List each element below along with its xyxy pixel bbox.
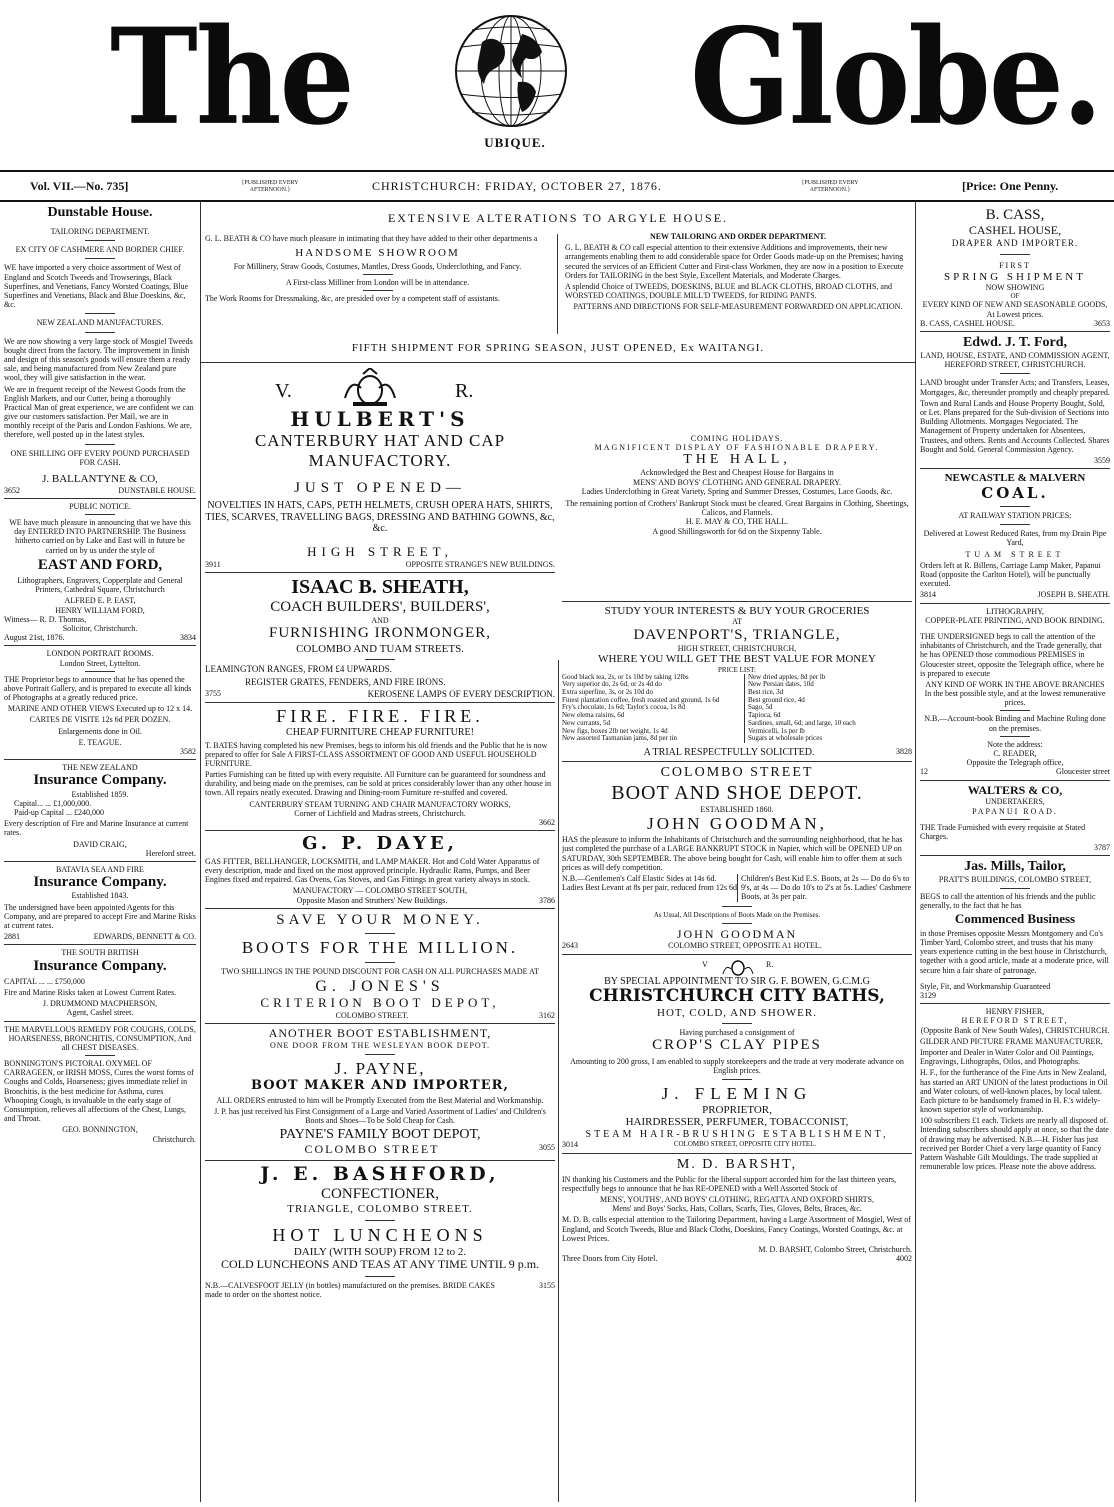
baths-appointment: BY SPECIAL APPOINTMENT TO SIR G. F. BOWEN, G.C.M.G <box>604 975 870 987</box>
south-british-agent: Agent, Cashel street. <box>66 1008 134 1018</box>
fleming-steam: STEAM HAIR-BRUSHING ESTABLISHMENT, <box>585 1128 889 1140</box>
litho-title: LITHOGRAPHY, <box>986 606 1044 616</box>
cass-spring: SPRING SHIPMENT <box>944 270 1086 283</box>
sheath-ranges: LEAMINGTON RANGES, FROM £4 UPWARDS. <box>205 664 392 675</box>
masthead <box>0 0 1114 172</box>
goodman-usual: As Usual, All Descriptions of Boots Made on the Premises. <box>653 910 821 919</box>
fire-subtitle: CHEAP FURNITURE CHEAP FURNITURE! <box>286 727 474 739</box>
baths-amount: Amounting to 200 gross, I am enabled to supply storekeepers and the trade at very moderate advance on English prices. <box>570 1056 904 1075</box>
price-item: New assorted Tasmanian jams, 8d per tin <box>562 734 678 743</box>
price-item: New elema raisins, 6d <box>562 711 625 720</box>
remedy-signature: GEO. BONNINGTON, <box>62 1125 138 1135</box>
ad-number: 3911 <box>205 559 221 569</box>
ad-number: 3828 <box>895 746 912 756</box>
dunstable-title: Dunstable House. <box>47 205 153 220</box>
cass-house: CASHEL HOUSE, <box>968 223 1062 238</box>
davenport-price-list: PRICE LIST: <box>718 665 756 674</box>
goodman-signature: JOHN GOODMAN <box>676 926 798 941</box>
dunstable-dept: TAILORING DEPARTMENT. <box>50 227 150 237</box>
davenport-where: WHERE YOU WILL GET THE BEST VALUE FOR MONEY <box>598 653 876 666</box>
barsht-name: M. D. BARSHT, <box>676 1156 798 1172</box>
coal-heading: COAL. <box>981 483 1049 502</box>
payne-received: J. P. has just received his First Consignment of a Large and Varied Assortment of Ladies' and Children's Boots and Shoes—To be Sold Cheap for Cash. <box>214 1106 546 1126</box>
ford-body-2: Town and Rural Lands and House Property Bought, Sold, or Let. Plans prepared for the Sub-division of Sections into Building Allotments. Mortgages Negociated. The Management of Property undertaken for Absentees, Trustees, and others. Rents and Accounts Collected. Shares Bought and Sold. General Commission Agency. <box>920 398 1110 454</box>
bashford-cold: COLD LUNCHEONS AND TEAS AT ANY TIME UNTIL 9 p.m. <box>220 1257 540 1272</box>
argyle-patterns: PATTERNS AND DIRECTIONS FOR SELF-MEASUREMENT FORWARDED ON APPLICATION. <box>573 302 903 312</box>
nz-insurance-address: Hereford street. <box>145 848 196 858</box>
hall-line-2: MAGNIFICENT DISPLAY OF FASHIONABLE DRAPERY. <box>594 443 880 453</box>
litho-any: ANY KIND OF WORK IN THE ABOVE BRANCHES <box>925 679 1105 689</box>
price-item: Sardines, small, 6d; and large, 10 each <box>748 718 856 727</box>
ad-number: 3582 <box>180 747 196 757</box>
price-item: New currants, 5d <box>562 718 611 727</box>
baths-name: CHRISTCHURCH CITY BATHS, <box>589 986 885 1007</box>
davenport-trial: A TRIAL RESPECTFULLY SOLICITED. <box>643 746 815 758</box>
ad-number: 3653 <box>1094 318 1110 328</box>
published-right: {PUBLISHED EVERY AFTERNOON.} <box>801 180 859 193</box>
litho-body: THE UNDERSIGNED begs to call the attention of the inhabitants of Christchurch, and the Trade generally, that he has OPENED those commodious PREMISES in Gloucester street, opposite the Telegraph office, where he is prepared to execute <box>920 631 1105 678</box>
argyle-showroom: HANDSOME SHOWROOM <box>295 247 460 260</box>
ad-number: 3129 <box>920 991 936 1001</box>
column-1 <box>4 205 196 1503</box>
jones-save: SAVE YOUR MONEY. <box>276 911 484 928</box>
ad-number: 3559 <box>1094 455 1110 465</box>
jones-discount: TWO SHILLINGS IN THE POUND DISCOUNT FOR CASH ON ALL PURCHASES MADE AT <box>221 966 539 976</box>
south-british-signature: J. DRUMMOND MACPHERSON, <box>42 999 158 1009</box>
bashford-nb: N.B.—CALVESFOOT JELLY (in bottles) manufactured on the premises. BRIDE CAKES made to order on the shortest notice. <box>205 1281 495 1300</box>
coal-signature: JOSEPH B. SHEATH. <box>1037 590 1110 600</box>
portrait-enlargements: Enlargements done in Oil. <box>58 726 142 736</box>
jones-street: COLOMBO STREET. <box>335 1011 409 1021</box>
payne-another: ANOTHER BOOT ESTABLISHMENT, <box>268 1026 492 1041</box>
price-item: New dried apples, 8d per lb <box>748 672 826 681</box>
fisher-body: GILDER AND PICTURE FRAME MANUFACTURER, <box>920 1036 1103 1046</box>
fire-title: FIRE. FIRE. FIRE. <box>276 706 484 727</box>
cass-low: At Lowest prices. <box>986 309 1044 319</box>
nz-insurance-title: Insurance Company. <box>33 772 167 789</box>
ad-number: 3787 <box>1094 843 1110 853</box>
fleming-proprietor: PROPRIETOR, <box>702 1103 772 1116</box>
cass-every: EVERY KIND OF NEW AND SEASONABLE GOODS, <box>922 300 1108 310</box>
ford-name: Edwd. J. T. Ford, <box>962 335 1068 351</box>
masthead-motto: UBIQUE. <box>484 135 546 150</box>
fisher-street: HEREFORD STREET, <box>961 1016 1069 1026</box>
masthead-title-left: The <box>110 0 353 155</box>
column-3 <box>562 368 912 1503</box>
column-2 <box>205 368 555 1503</box>
jones-depot: CRITERION BOOT DEPOT, <box>260 995 500 1011</box>
sheath-name: ISAAC B. SHEATH, <box>291 575 469 598</box>
baths-pipes: CROP'S CLAY PIPES <box>652 1037 822 1054</box>
portrait-title: LONDON PORTRAIT ROOMS. <box>46 649 154 659</box>
fire-body: T. BATES having completed his new Premises, begs to inform his old friends and the Public that he is now prepared to offer for Sale A FIRST-CLASS ASSORTMENT OF GOOD AND USEFUL HOUSEHOLD FURNITURE. <box>205 740 548 768</box>
price-item: Best rice, 3d <box>748 688 784 697</box>
ad-number: 3652 <box>4 485 20 495</box>
ad-number: 3834 <box>180 633 196 643</box>
walters-trade: UNDERTAKERS, <box>985 797 1045 807</box>
sheath-line-2: FURNISHING IRONMONGER, <box>268 625 491 642</box>
coal-delivered: Delivered at Lowest Reduced Rates, from my Drain Pipe Yard, <box>923 529 1107 548</box>
ford-trade: LAND, HOUSE, ESTATE, AND COMMISSION AGENT, <box>920 351 1110 361</box>
ad-number: 3755 <box>205 688 221 698</box>
hall-remaining: The remaining portion of Crothers' Bankrupt Stock must be cleared. Great Bargains in Clothing, Sheetings, Calicos, and Flannels. <box>565 499 909 518</box>
hall-ack: Acknowledged the Best and Cheapest House for Bargains in <box>640 468 834 478</box>
goodman-opposite: COLOMBO STREET, OPPOSITE A1 HOTEL. <box>668 941 822 951</box>
dunstable-shilling: ONE SHILLING OFF EVERY POUND PURCHASED FOR CASH. <box>10 448 190 467</box>
hall-mens: MENS' AND BOYS' CLOTHING AND GENERAL DRAPERY. <box>632 477 841 487</box>
mills-address: PRATT'S BUILDINGS, COLOMBO STREET, <box>938 875 1092 885</box>
notice-date: August 21st, 1876. <box>4 633 65 643</box>
fisher-body-2: Importer and Dealer in Water Color and Oil Paintings, Engravings, Lithographs, Oilos, and Photographs. <box>920 1047 1094 1067</box>
nz-insurance-capital: Capital... ... £1,000,000. <box>14 798 92 808</box>
baths-having: Having purchased a consignment of <box>679 1028 795 1038</box>
litho-copperplate: COPPER-PLATE PRINTING, AND BOOK BINDING. <box>925 615 1105 625</box>
bashford-daily: DAILY (WITH SOUP) FROM 12 to 2. <box>293 1245 467 1258</box>
barsht-mdb: M. D. B. calls especial attention to the Tailoring Department, having a Large Assortment of Mosgiel, West of England, and Scotch Tweeds, Blue and Black Cloths, Doeskins, Fancy Coatings, Worsted Coatings, &c. at Lowest Prices. <box>562 1215 911 1243</box>
price-item: Finest plantation coffee, fresh roasted and ground, 1s 6d <box>562 695 720 704</box>
masthead-title-right: Globe. <box>690 0 1101 155</box>
hulbert-name: HULBERT'S <box>290 407 470 431</box>
published-left: {PUBLISHED EVERY AFTERNOON.} <box>241 180 299 193</box>
bashford-name: J. E. BASHFORD, <box>260 1163 500 1186</box>
price-list-left <box>562 674 744 743</box>
south-british-body: Fire and Marine Risks taken at Lowest Current Rates. <box>4 987 177 997</box>
notice-witness: Witness— R. D. Thomas, <box>4 614 87 624</box>
cass-signature: B. CASS, CASHEL HOUSE. <box>920 318 1015 328</box>
royal-v: V <box>702 959 708 969</box>
argyle-tailoring-title: NEW TAILORING AND ORDER DEPARTMENT. <box>649 232 827 241</box>
dunstable-house: DUNSTABLE HOUSE. <box>118 485 196 495</box>
fire-works: CANTERBURY STEAM TURNING AND CHAIR MANUFACTORY WORKS, <box>249 799 511 809</box>
argyle-tailoring-choice: A splendid Choice of TWEEDS, DOESKINS, BLUE and BLACK CLOTHS, BROAD CLOTHS, and WORSTED COATINGS, DOUBLE MILL'D TWEEDS, for RIDING PANTS. <box>565 281 892 301</box>
fire-body-2: Parties Furnishing can be fitted up with every requisite. All Furniture can be guaranteed for soundness and durability, and being made on the premises, can be sold at prices considerably lower than any other house in town. All repairs neatly executed. Drawing and Dining-room Furniture re-stuffed and covered. <box>205 770 552 798</box>
batavia-pre: BATAVIA SEA AND FIRE <box>56 864 144 874</box>
coal-at: AT RAILWAY STATION PRICES: <box>958 511 1072 521</box>
daye-opposite: Opposite Mason and Struthers' New Buildings. <box>296 895 448 905</box>
ad-number: 3162 <box>539 1011 555 1021</box>
barsht-signature: M. D. BARSHT, Colombo Street, Christchurch. <box>758 1245 912 1255</box>
argyle-tailoring-body: G. L. BEATH & CO call especial attention to their extensive Additions and improvements, their new arrangements enabling them to add considerable space for Order Goods made-up on the Premises; having secured the services of an Efficient Cutter and First-class Workmen, they are now in a position to Execute Orders for TAILORING in the best Style, Excellent Materials, and Moderate Charges. <box>565 243 904 280</box>
notice-firm: EAST AND FORD, <box>37 556 163 573</box>
bashford-hot-luncheons: HOT LUNCHEONS <box>272 1224 488 1245</box>
price: [Price: One Penny. <box>962 179 1059 193</box>
goodman-body: HAS the pleasure to inform the Inhabitants of Christchurch and the surrounding neighborhood, that he has just completed the purchase of a LARGE BANKRUPT STOCK in Napier, which will be OPENED UP on SATURDAY, 30th SEPTEMBER. The above being bought for Cash, will enable him to offer them at such prices as will defy competition. <box>562 835 903 872</box>
daye-body: GAS FITTER, BELLHANGER, LOCKSMITH, and LAMP MAKER. Hot and Cold Water Apparatus of every description, made and fixed on the most approved principle. Hydraulic Rams, Pumps, and Beer Engines fixed and repaired. Gas Ovens, Gas Stoves, and Gas Fittings in great variety always in stock. <box>205 856 540 885</box>
mills-style: Style, Fit, and Workmanship Guaranteed <box>920 981 1051 991</box>
south-british-title: Insurance Company. <box>33 957 167 974</box>
remedy-body: BONNINGTON'S PICTORAL OXYMEL OF CARRAGEEN, or IRISH MOSS, Cures the worst forms of Coughs and Colds, Hoarseness; gives immediate relief in Bronchitis, is the best medicine for Asthma, cures Whooping Cough, is invaluable in the early stage of Consumption, relieves all affections of the Chest, Lungs, and Throat. <box>4 1059 194 1124</box>
price-item: Fry's chocolate, 1s 6d; Taylor's cocoa, 1s 8d <box>562 703 686 712</box>
litho-signature: C. READER, <box>993 749 1037 758</box>
south-british-pre: THE SOUTH BRITISH <box>61 948 139 958</box>
hulbert-novelties: NOVELTIES IN HATS, CAPS, PETH HELMETS, CRUSH OPERA HATS, SHIRTS, TIES, SCARVES, TRAVELLING BAGS, DRESSING AND BATHING GOWNS, &c, &c. <box>205 500 555 535</box>
hall-line-1: COMING HOLIDAYS. <box>690 434 784 443</box>
royal-v: V. <box>275 380 292 402</box>
argyle-showroom-desc: For Millinery, Straw Goods, Costumes, Mantles, Dress Goods, Underclothing, and Fancy. <box>233 261 522 271</box>
fisher-body-4: 100 subscribers £1 each. Tickets are nearly all disposed of. Intending subscribers should apply at once, so that the date of drawing may be advertised. N.B.—H. Fisher has just received per Border Chief a very large quantity of Fancy Pattern Washable Gilt Mouldings. The trade supplied at remunerable low prices. Please note the above address. <box>920 1116 1109 1172</box>
hulbert-title: CANTERBURY HAT AND CAP MANUFACTORY. <box>254 431 506 470</box>
batavia-signature: EDWARDS, BENNETT & CO. <box>93 932 196 942</box>
price-item: Very superior do, 2s 6d, or 2s 4d do <box>562 680 662 689</box>
coal-tuam: TUAM STREET <box>965 549 1065 559</box>
coal-orders: Orders left at R. Billens, Carriage Lamp Maker, Papanui Road (opposite the Carlton Hotel), will be punctually executed. <box>920 560 1101 589</box>
argyle-workrooms: The Work Rooms for Dressmaking, &c, are presided over by a competent staff of assistants. <box>205 294 500 304</box>
goodman-depot: BOOT AND SHOE DEPOT. <box>611 781 863 804</box>
walters-name: WALTERS & CO, <box>967 782 1063 797</box>
goodman-est: ESTABLISHED 1860. <box>700 804 774 814</box>
dunstable-nz: NEW ZEALAND MANUFACTURES. <box>36 318 164 328</box>
ad-number: 3814 <box>920 590 936 600</box>
jones-name: G. JONES'S <box>315 977 445 995</box>
batavia-est: Established 1843. <box>71 891 129 901</box>
hulbert-just-opened: JUST OPENED— <box>294 480 466 497</box>
payne-orders: ALL ORDERS entrusted to him will be Promptly Executed from the Best Material and Workmanship. <box>216 1095 544 1105</box>
davenport-study: STUDY YOUR INTERESTS & BUY YOUR GROCERIES <box>604 604 870 617</box>
dunstable-body: WE have imported a very choice assortment of West of England and Scotch Tweeds and Trowserings, Black Superfines, and Venetians, Fancy Worsted Coatings, Blue Superfines and Venetians, Black and Blue Doeskins, &c, &c. <box>4 263 189 310</box>
nz-insurance-signature: DAVID CRAIG, <box>73 839 127 849</box>
ford-body: LAND brought under Transfer Acts; and Transfers, Leases, Mortgages, &c, thereunder promptly and cheaply prepared. <box>920 378 1110 397</box>
argyle-fifth-shipment: FIFTH SHIPMENT FOR SPRING SEASON, JUST OPENED, Ex WAITANGI. <box>351 342 765 354</box>
price-item: New figs, boxes 2lb net weight, 1s 4d <box>562 726 668 735</box>
daye-manufactory: MANUFACTORY — COLOMBO STREET SOUTH, <box>292 886 468 896</box>
payne-trade: BOOT MAKER AND IMPORTER, <box>251 1077 509 1093</box>
batavia-title: Insurance Company. <box>33 874 167 891</box>
price-item: Tapioca, 6d <box>748 711 781 720</box>
payne-name: J. PAYNE, <box>334 1059 426 1079</box>
goodman-street: COLOMBO STREET <box>660 765 814 781</box>
hall-ladies: Ladies Underclothing in Great Variety, Spring and Summer Dresses, Costumes, Lace Goods, &c. <box>581 486 893 496</box>
price-item: Best ground rice, 4d <box>748 695 805 704</box>
hulbert-street: HIGH STREET, <box>307 543 453 559</box>
nz-insurance-est: Established 1859. <box>71 789 129 799</box>
fisher-opposite: (Opposite Bank of New South Wales), CHRISTCHURCH. <box>920 1025 1110 1035</box>
portrait-views: MARINE AND OTHER VIEWS Executed up to 12 x 14. <box>7 704 193 714</box>
dunstable-receipt: We are in frequent receipt of the Newest Goods from the English Markets, and our Cutter, being a thoroughly Practical Man of great experience, we are confident we can give our customers satisfaction. Per Mail, we are in monthly receipt of the Paris and London Fashions. We are, therefore, well posted up in the latest styles. <box>4 384 194 440</box>
fisher-name: HENRY FISHER, <box>985 1007 1045 1017</box>
walters-address: PAPANUI ROAD. <box>972 806 1058 816</box>
price-item: Vermicelli, 1s per lb <box>748 726 805 735</box>
nz-insurance-paid: Paid-up Capital ... £240,000 <box>14 808 104 818</box>
notice-solicitor: Solicitor, Christchurch. <box>62 623 138 633</box>
notice-desc: Lithographers, Engravers, Copperplate and General Printers, Cathedral Square, Christchurch <box>17 576 183 595</box>
daye-name: G. P. DAYE, <box>302 833 458 855</box>
payne-street: COLOMBO STREET <box>304 1142 440 1157</box>
sheath-lamps: KEROSENE LAMPS OF EVERY DESCRIPTION. <box>367 688 555 699</box>
sheath-grates: REGISTER GRATES, FENDERS, AND FIRE IRONS. <box>245 676 446 687</box>
remedy-address: Christchurch. <box>152 1134 196 1144</box>
fisher-body-3: H. F., for the furtherance of the Fine Arts in New Zealand, has started an ART UNION of the latest productions in Oil and Water colours, of well-known places, by local talent. Each picture to be handsomely framed in H. F.'s widely-known superior style of workmanship. <box>920 1068 1108 1115</box>
column-4 <box>920 205 1110 1503</box>
davenport-at: AT <box>732 617 742 627</box>
cass-trade: DRAPER AND IMPORTER. <box>951 238 1079 249</box>
goodman-prices-left: N.B.—Gentlemen's Calf Elastic Sides at 14s 6d. Ladies Best Levant at 8s per pair, reduced from 12s 6d <box>562 874 737 893</box>
ad-number: 2643 <box>562 941 578 951</box>
ad-number: 3014 <box>562 1140 578 1150</box>
ad-number: 3662 <box>539 818 555 828</box>
hall-good: A good Shillingsworth for 6d on the Sixpenny Table. <box>652 526 822 536</box>
cass-first: FIRST <box>999 261 1031 271</box>
portrait-address: London Street, Lyttelton. <box>59 658 141 668</box>
royal-r: R. <box>455 380 474 402</box>
goodman-prices-right: Children's Best Kid E.S. Boots, at 2s — Do do 6's to 9's, at 4s — Do do 10's to 2's at 5s. Ladies' Cashmere Boots, at 3s per pair. <box>737 874 912 902</box>
walters-body: THE Trade Furnished with every requisite at Stated Charges. <box>920 822 1086 841</box>
ad-number: 3786 <box>538 895 555 905</box>
batavia-body: The undersigned have been appointed Agents for this Company, and are prepared to accept Fire and Marine Risks at current rates. <box>4 902 196 930</box>
price-item: Sugars at wholesale prices <box>748 734 823 743</box>
argyle-ad <box>205 212 911 360</box>
litho-nb: N.B.—Account-book Binding and Machine Ruling done on the premises. <box>924 714 1106 733</box>
cass-of: OF <box>1010 292 1020 301</box>
fleming-name: J. FLEMING <box>661 1084 813 1104</box>
baths-hot-cold: HOT, COLD, AND SHOWER. <box>657 1006 817 1019</box>
ad-number: 3155 <box>539 1281 555 1291</box>
nz-insurance-body: Every description of Fire and Marine Insurance at current rates. <box>4 819 189 838</box>
davenport-name: DAVENPORT'S, TRIANGLE, <box>633 626 841 643</box>
dateline: CHRISTCHURCH: FRIDAY, OCTOBER 27, 1876. <box>372 179 662 193</box>
litho-opposite: Opposite the Telegraph office, <box>966 758 1064 768</box>
mills-commenced: Commenced Business <box>954 910 1076 926</box>
price-item: Good black tea, 2s, or 1s 10d by taking 12lbs <box>562 672 689 681</box>
fleming-hairdresser: HAIRDRESSER, PERFUMER, TOBACCONIST, <box>625 1116 849 1129</box>
litho-street: Gloucester street <box>1056 767 1110 777</box>
hulbert-opposite: OPPOSITE STRANGE'S NEW BUILDINGS. <box>405 559 555 569</box>
ford-address: HEREFORD STREET, CHRISTCHURCH. <box>944 360 1086 370</box>
royal-arms-icon <box>335 368 405 408</box>
barsht-three-doors: Three Doors from City Hotel. <box>562 1254 658 1264</box>
fire-corner: Corner of Lichfield and Madras streets, Christchurch. <box>294 808 466 818</box>
barsht-rest: Mens' and Boys' Socks, Hats, Collars, Scarfs, Ties, Gloves, Belts, Braces, &c. <box>612 1204 862 1214</box>
mills-body-2: in those Premises opposite Messrs Montgomery and Co's Timber Yard, Colombo street, and trusts that his many years experience cutting in the best house in Christchurch, together with a good article, made at a moderate price, will secure him a fair share of patronage. <box>920 928 1109 975</box>
coal-title: NEWCASTLE & MALVERN <box>944 472 1086 485</box>
portrait-cartes: CARTES DE VISITE 12s 6d PER DOZEN. <box>29 715 171 725</box>
notice-title: PUBLIC NOTICE. <box>69 501 131 511</box>
portrait-body: THE Proprietor begs to announce that he has opened the above Portrait Gallery, and is prepared to execute all kinds of Photographs at a greatly reduced price. <box>4 674 192 703</box>
litho-note: Note the address: <box>987 739 1043 749</box>
price-item: Extra superfine, 3s, or 2s 10d do <box>562 688 653 697</box>
argyle-title: EXTENSIVE ALTERATIONS TO ARGYLE HOUSE. <box>387 212 729 225</box>
price-list-right <box>744 674 912 743</box>
notice-partner-1: ALFRED E. P. EAST, <box>64 596 136 606</box>
davenport-address: HIGH STREET, CHRISTCHURCH, <box>677 643 797 653</box>
royal-r: R. <box>766 959 774 969</box>
nz-insurance-pre: THE NEW ZEALAND <box>62 763 138 773</box>
fleming-opposite: COLOMBO STREET, OPPOSITE CITY HOTEL. <box>673 1140 817 1149</box>
jones-boots: BOOTS FOR THE MILLION. <box>241 938 519 958</box>
ad-number: 2881 <box>4 932 20 942</box>
litho-best: In the best possible style, and at the lowest remunerative prices. <box>924 689 1106 708</box>
payne-depot: PAYNE'S FAMILY BOOT DEPOT, <box>279 1127 481 1143</box>
ad-number: 3055 <box>538 1143 555 1153</box>
goodman-name: JOHN GOODMAN, <box>647 813 827 833</box>
south-british-capital: CAPITAL ... ... £750,000 <box>4 976 85 986</box>
price-item: Sago, 5d <box>748 703 773 712</box>
bashford-trade: CONFECTIONER, <box>321 1186 439 1203</box>
bashford-address: TRIANGLE, COLOMBO STREET. <box>287 1203 473 1216</box>
cass-name: B. CASS, <box>985 207 1045 223</box>
price-item: New Persian dates, 10d <box>748 680 814 689</box>
remedy-title: THE MARVELLOUS REMEDY FOR COUGHS, COLDS, HOARSENESS, BRONCHITIS, CONSUMPTION, And all CHEST DISEASES. <box>4 1024 196 1052</box>
barsht-body: IN thanking his Customers and the Public for the liberal support accorded him for the last thirteen years, respectfully begs to announce that he has RE-OPENED with a Well Assorted Stock of <box>562 1174 897 1193</box>
portrait-signature: E. TEAGUE. <box>78 737 122 747</box>
payne-door: ONE DOOR FROM THE WESLEYAN BOOK DEPOT. <box>269 1041 490 1051</box>
dunstable-ex: EX CITY OF CASHMERE AND BORDER CHIEF. <box>15 245 185 255</box>
cass-now: NOW SHOWING <box>985 283 1045 293</box>
volume-number: Vol. VII.—No. 735] <box>30 179 129 193</box>
hall-name: THE HALL, <box>683 452 791 468</box>
sheath-line-1: COACH BUILDERS', BUILDERS', <box>270 598 490 615</box>
sheath-line-3: COLOMBO AND TUAM STREETS. <box>296 642 464 655</box>
notice-partner-2: HENRY WILLIAM FORD, <box>55 605 145 615</box>
mills-body: BEGS to call the attention of his friends and the public generally, to the fact that he has <box>920 891 1096 910</box>
hall-signature: H. E. MAY & CO, THE HALL. <box>685 517 789 527</box>
argyle-milliner: A First-class Milliner from London will be in attendance. <box>285 278 470 288</box>
royal-arms-icon <box>718 958 758 976</box>
ad-number: 12 <box>920 767 928 777</box>
notice-body: WE have much pleasure in announcing that we have this day ENTERED INTO PARTNERSHIP. The Business hitherto carried on by Lake and East will in future be carried on by us under the style of <box>9 518 191 555</box>
globe-icon <box>452 12 570 130</box>
ad-number: 4002 <box>896 1254 912 1264</box>
dunstable-signature: J. BALLANTYNE & CO, <box>42 473 158 486</box>
dunstable-nz-body: We are now showing a very large stock of Mosgiel Tweeds bought direct from the factory. The improvement in finish and design of this season's goods will ensure them a ready sale, and being manufactured from New Zealand pure wool, they will give satisfaction in the wear. <box>4 336 193 383</box>
sheath-and: AND <box>371 616 389 626</box>
mills-name: Jas. Mills, Tailor, <box>964 859 1066 875</box>
argyle-left-intro: G. L. BEATH & CO have much pleasure in intimating that they have added to their other departments a <box>205 234 538 243</box>
barsht-mens: MENS', YOUTHS', AND BOYS' CLOTHING, REGATTA AND OXFORD SHIRTS, <box>599 1195 875 1205</box>
